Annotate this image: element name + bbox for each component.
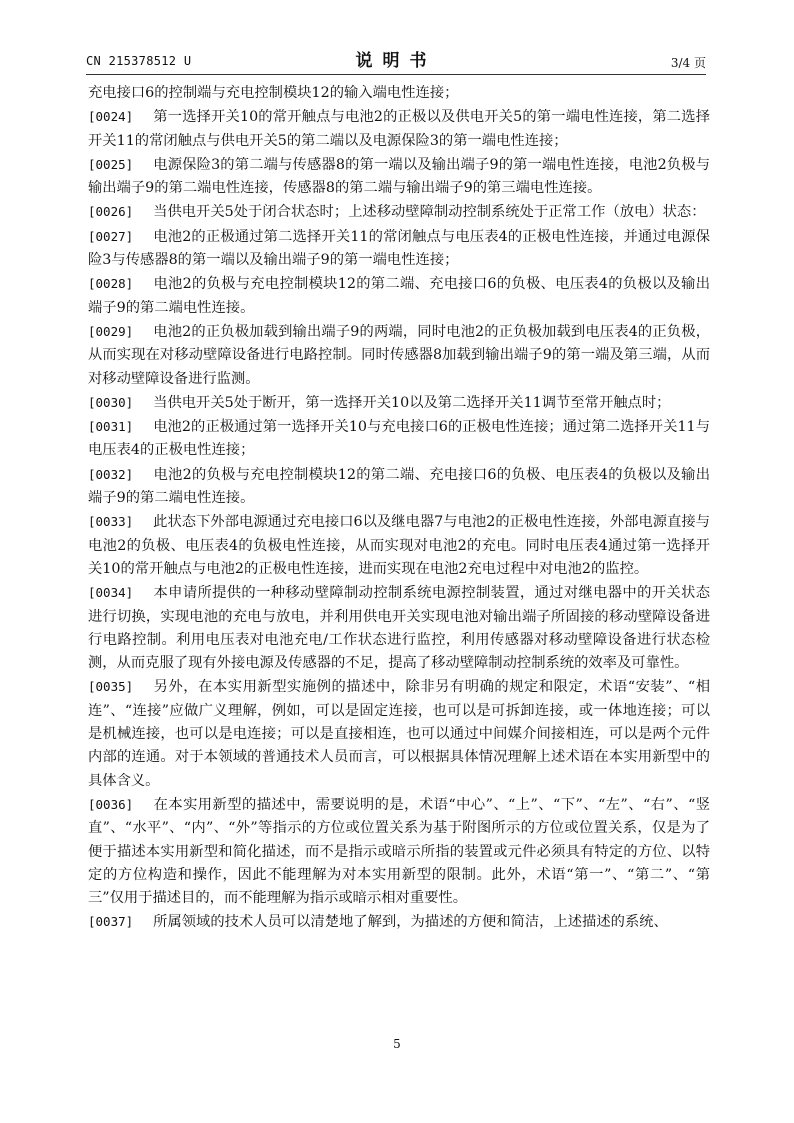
paragraph [88,200,710,224]
document-body [88,82,710,935]
paragraph-tag: [0035] [88,679,134,695]
paragraph-text: 所属领域的技术人员可以清楚地了解到，为描述的方便和简洁，上述描述的系统、 [153,914,668,931]
paragraph [88,105,710,153]
paragraph [88,510,710,581]
paragraph [88,153,710,201]
paragraph-tag: [0027] [88,228,134,244]
paragraph [88,581,710,675]
paragraph-tag: [0026] [88,204,134,220]
paragraph-text: 当供电开关5处于闭合状态时；上述移动壁障制动控制系统处于正常工作（放电）状态： [153,204,706,221]
paragraph-text: 电源保险3的第二端与传感器8的第一端以及输出端子9的第一端电性连接，电池2负极与输出端子9的第二端电性连接，传感器8的第二端与输出端子9的第三端电性连接。 [88,156,710,197]
paragraph [88,391,710,415]
paragraph [88,415,710,463]
paragraph [88,910,710,934]
paragraph-tag: [0037] [88,914,134,930]
document-title: 说明书 [355,51,437,71]
paragraph-tag: [0029] [88,323,134,339]
page-header [86,46,706,72]
paragraph-text: 电池2的负极与充电控制模块12的第二端、充电接口6的负极、电压表4的负极以及输出端子9的第二端电性连接。 [88,276,710,316]
paragraph-text: 在本实用新型的描述中，需要说明的是，术语“中心”、“上”、“下”、“左”、“右”、“竖直”、“水平”、“内”、“外”等指示的方位或位置关系为基于附图所示的方位或位置关系，仅是为了便于描述本实用新型和简化描述，而不是指示或暗示所指的装置或元件必须具有特定的方位、以特定的方位构造和操作，因此不能理解为对本实用新型的限制。此外，术语“第一”、“第二”、“第三”仅用于描述目的，而不能理解为指示或暗示相对重要性。 [88,796,710,907]
page-count: 3/4 页 [670,56,706,70]
paragraph-text: 充电接口6的控制端与充电控制模块12的输入端电性连接； [88,85,459,101]
paragraph-text: 电池2的负极与充电控制模块12的第二端、充电接口6的负极、电压表4的负极以及输出端子9的第二端电性连接。 [88,466,710,507]
paragraph-text: 电池2的正极通过第二选择开关11的常闭触点与电压表4的正极电性连接，并通过电源保险3与传感器8的第一端以及输出端子9的第一端电性连接； [88,228,710,269]
paragraph-tag: [0030] [88,394,134,410]
paragraph [88,793,710,910]
page-number: 5 [393,1037,401,1051]
paragraph-text: 当供电开关5处于断开，第一选择开关10以及第二选择开关11调节至常开触点时； [153,394,671,411]
paragraph [88,272,710,320]
paragraph-text: 本申请所提供的一种移动壁障制动控制系统电源控制装置，通过对继电器中的开关状态进行切换，实现电池的充电与放电，并利用供电开关实现电池对输出端子所固接的移动壁障设备进行电路控制。利用电压表对电池充电/工作状态进行监控，利用传感器对移动壁障设备进行状态检测，从而克服了现有外接电源及传感器的不足，提高了移动壁障制动控制系统的效率及可靠性。 [88,585,710,672]
paragraph-tag: [0025] [88,156,134,172]
paragraph [88,225,710,273]
header-rule [86,74,706,75]
paragraph-tag: [0036] [88,796,134,812]
paragraph-tag: [0032] [88,466,134,482]
paragraph-text: 另外，在本实用新型实施例的描述中，除非另有明确的规定和限定，术语“安装”、“相连”、“连接”应做广义理解，例如，可以是固定连接，也可以是可拆卸连接，或一体地连接；可以是机械连接，也可以是电连接；可以是直接相连，也可以通过中间媒介间接相连，可以是两个元件内部的连通。对于本领域的普通技术人员而言，可以根据具体情况理解上述术语在本实用新型中的具体含义。 [88,679,710,789]
paragraph-text: 电池2的正负极加载到输出端子9的两端，同时电池2的正负极加载到电压表4的正负极，从而实现在对移动壁障设备进行电路控制。同时传感器8加载到输出端子9的第一端及第三端，从而对移动壁障设备进行监测。 [88,323,710,387]
paragraph [88,675,710,792]
publication-number: CN 215378512 U [86,54,192,68]
paragraph [88,320,710,391]
paragraph [88,82,710,105]
paragraph-tag: [0028] [88,276,134,292]
paragraph-text: 第一选择开关10的常开触点与电池2的正极以及供电开关5的第一端电性连接，第二选择开关11的常闭触点与供电开关5的第二端以及电源保险3的第一端电性连接； [88,109,710,149]
paragraph-text: 此状态下外部电源通过充电接口6以及继电器7与电池2的正极电性连接，外部电源直接与电池2的负极、电压表4的负极电性连接，从而实现对电池2的充电。同时电压表4通过第一选择开关10的常开触点与电池2的正极电性连接，进而实现在电池2充电过程中对电池2的监控。 [88,514,710,577]
paragraph-tag: [0031] [88,419,134,435]
paragraph-tag: [0024] [88,109,134,125]
paragraph-text: 电池2的正极通过第一选择开关10与充电接口6的正极电性连接；通过第二选择开关11与电压表4的正极电性连接； [88,419,710,459]
paragraph-tag: [0034] [88,585,134,601]
paragraph [88,463,710,511]
paragraph-tag: [0033] [88,514,134,530]
